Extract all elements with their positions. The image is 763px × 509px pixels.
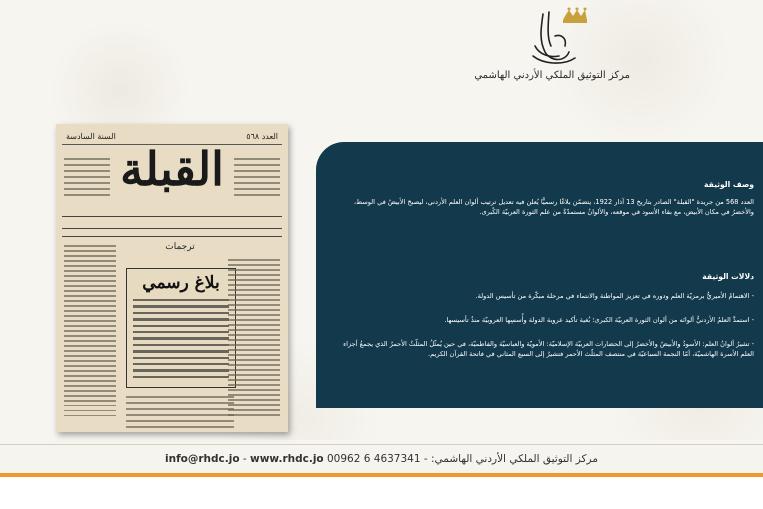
footer-divider <box>0 444 763 445</box>
newspaper-masthead: القبلة <box>120 142 224 196</box>
significance-point-3: - تشيرُ ألوانُ العلم: الأسودُ والأبيضُ والأخضرُ إلى الحضارات العربيّة الإسلاميّة: الأمويّة والعباسيّة والفاطميّة، في حين يُمثّلُ المثلّثُ الأحمرُ الذي يجمعُ أجزاء العلم الأسرة الهاشميّة، أمّا النجمة السباعيّة في منتصف المثلّث الأحمر فتشيرُ إلى السبع المثاني في فاتحة القرآن الكريم. <box>343 340 754 358</box>
page-bottom <box>0 477 763 509</box>
description-heading: وصف الوثيقة <box>704 180 754 189</box>
logo-caption: مركز التوثيق الملكي الأردني الهاشمي <box>474 70 630 81</box>
rhdc-logo <box>474 6 630 90</box>
footer-org-label: مركز التوثيق الملكي الأردني الهاشمي: <box>431 453 598 465</box>
newspaper-header-right-text <box>234 154 280 206</box>
newspaper-rule <box>62 228 282 229</box>
footer-contact <box>0 446 763 472</box>
footer-separator: - <box>239 453 251 465</box>
crown-calligraphy-emblem-icon <box>515 6 595 68</box>
document-info-panel <box>316 142 763 408</box>
description-text: العدد 568 من جريدة "القبلة" الصادر بتاريخ 13 آذار 1922، يتضمّن بلاغًا رسميًّا يُعلن فيه تعديل ترتيب ألوان العلم الأردني، ليصبحَ الأبيضُ في الوسط، والأخضرُ في مكان الأبيض، مع بقاء الأسود في موقعه، والألوانُ مستمدّةٌ من علم الثورة العربيّة الكُبرى. <box>353 198 754 216</box>
significance-point-1: - الاهتمامُ الأميريُّ برمزيّة العلم ودوره في تعزيز المواطنة والانتماء في مرحلة مبكّرة من تأسيس الدولة. <box>475 292 754 300</box>
newspaper-scan <box>56 124 288 432</box>
footer-website[interactable]: www.rhdc.jo <box>250 453 324 465</box>
newspaper-issue: العدد ٥٦٨ <box>246 132 278 141</box>
significance-point-2: - استمدَّ العلمُ الأردنيُّ ألوانَه من ألوان الثورة العربيّة الكبرى؛ بُغية تأكيد عروبة الدولة وأُسسِها العروبيّة منذُ تأسيسها. <box>444 316 754 324</box>
official-announcement-box <box>126 268 236 388</box>
newspaper-header-left-text <box>64 154 110 206</box>
newspaper-year: السنة السادسة <box>66 132 116 141</box>
newspaper-middle-column <box>126 392 234 432</box>
newspaper-columns <box>64 242 280 424</box>
newspaper-column <box>64 242 116 424</box>
footer-separator: - <box>420 453 431 465</box>
newspaper-rule <box>62 236 282 237</box>
newspaper-section-title: ترجمات <box>165 242 195 252</box>
footer-email[interactable]: info@rhdc.jo <box>165 453 240 465</box>
significance-heading: دلالات الوثيقة <box>702 272 754 281</box>
announcement-title: بلاغ رسمي <box>142 273 220 293</box>
footer-phone: 00962 6 4637341 <box>327 453 421 465</box>
newspaper-rule <box>62 216 282 217</box>
newspaper-column <box>228 256 280 424</box>
